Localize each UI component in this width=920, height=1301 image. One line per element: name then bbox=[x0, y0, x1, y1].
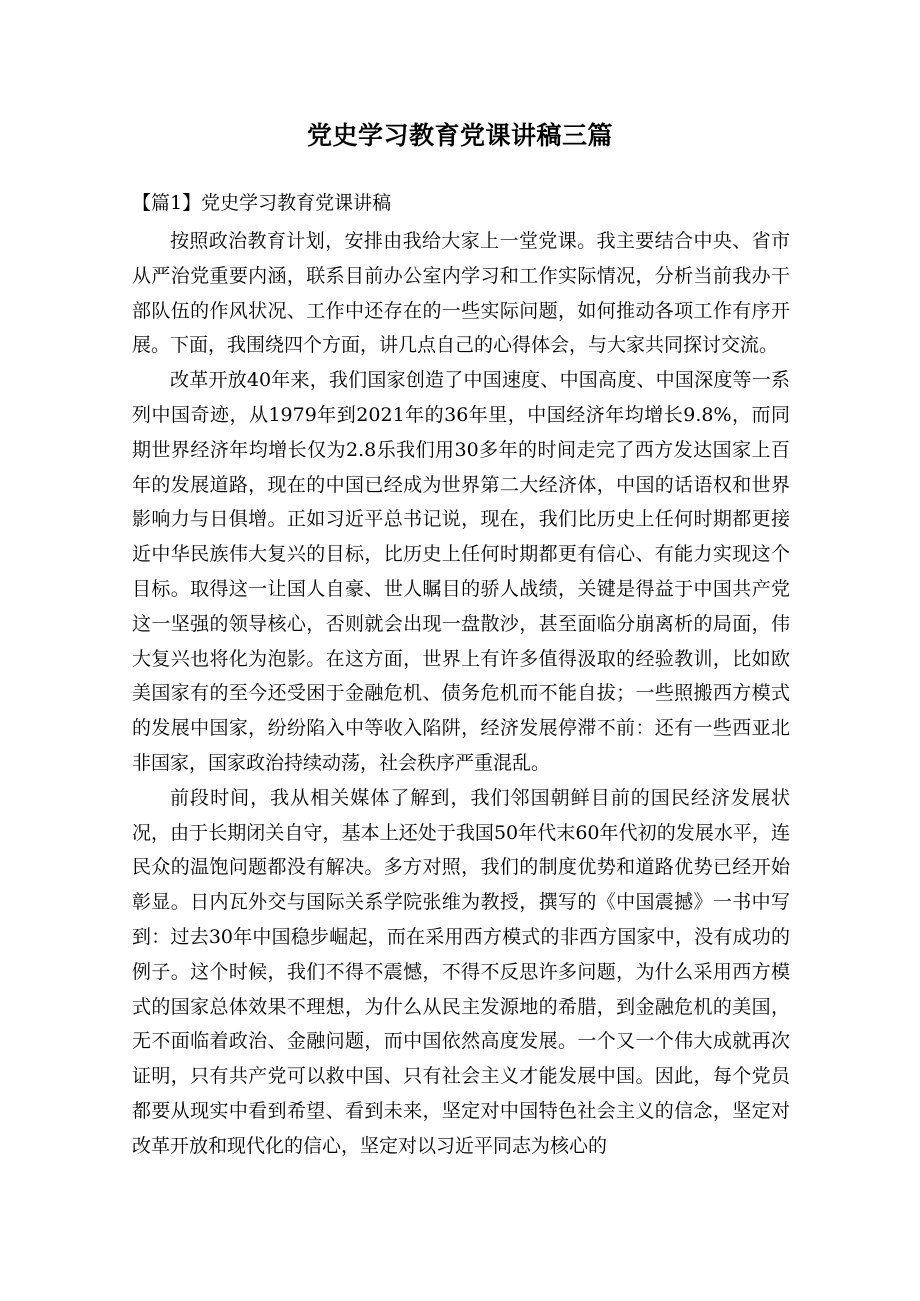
paragraph-reform-achievements: 改革开放40年来，我们国家创造了中国速度、中国高度、中国深度等一系列中国奇迹，从1979年到2021年的36年里，中国经济年均增长9.8%，而同期世界经济年均增长仅为2.8乐我们用30多年的时间走完了西方发达国家上百年的发展道路，现在的中国已经成为世界第二大经济体，中国的话语权和世界影响力与日俱增。正如习近平总书记说，现在，我们比历史上任何时期都更接近中华民族伟大复兴的目标，比历史上任何时期都更有信心、有能力实现这个目标。取得这一让国人自豪、世人瞩目的骄人战绩，关键是得益于中国共产党这一坚强的领导核心，否则就会出现一盘散沙，甚至面临分崩离析的局面，伟大复兴也将化为泡影。在这方面，世界上有许多值得汲取的经验教训，比如欧美国家有的至今还受困于金融危机、债务危机而不能自拔；一些照搬西方模式的发展中国家，纷纷陷入中等收入陷阱，经济发展停滞不前：还有一些西亚北非国家，国家政治持续动荡，社会秩序严重混乱。 bbox=[132, 369, 790, 774]
document-body bbox=[132, 224, 790, 1164]
document-title: 党史学习教育党课讲稿三篇 bbox=[306, 121, 613, 150]
paragraph-comparison: 前段时间，我从相关媒体了解到，我们邻国朝鲜目前的国民经济发展状况，由于长期闭关自守，基本上还处于我国50年代末60年代初的发展水平，连民众的温饱问题都没有解决。多方对照，我们的制度优势和道路优势已经开始彰显。日内瓦外交与国际关系学院张维为教授，撰写的《中国震撼》一书中写到：过去30年中国稳步崛起，而在采用西方模式的非西方国家中，没有成功的例子。这个时候，我们不得不震憾，不得不反思许多问题，为什么采用西方模式的国家总体效果不理想，为什么从民主发源地的希腊，到金融危机的美国，无不面临着政治、金融问题，而中国依然高度发展。一个又一个伟大成就再次证明，只有共产党可以救中国、只有社会主义才能发展中国。因此，每个党员都要从现实中看到希望、看到未来，坚定对中国特色社会主义的信念，坚定对改革开放和现代化的信心，坚定对以习近平同志为核心的 bbox=[132, 786, 790, 1157]
section-heading: 【篇1】党史学习教育党课讲稿 bbox=[132, 192, 392, 214]
paragraph-intro: 按照政治教育计划，安排由我给大家上一堂党课。我主要结合中央、省市从严治党重要内涵，联系目前办公室内学习和工作实际情况，分析当前我办干部队伍的作风状况、工作中还存在的一些实际问题，如何推动各项工作有序开展。下面，我围绕四个方面，讲几点自己的心得体会，与大家共同探讨交流。 bbox=[132, 230, 790, 357]
